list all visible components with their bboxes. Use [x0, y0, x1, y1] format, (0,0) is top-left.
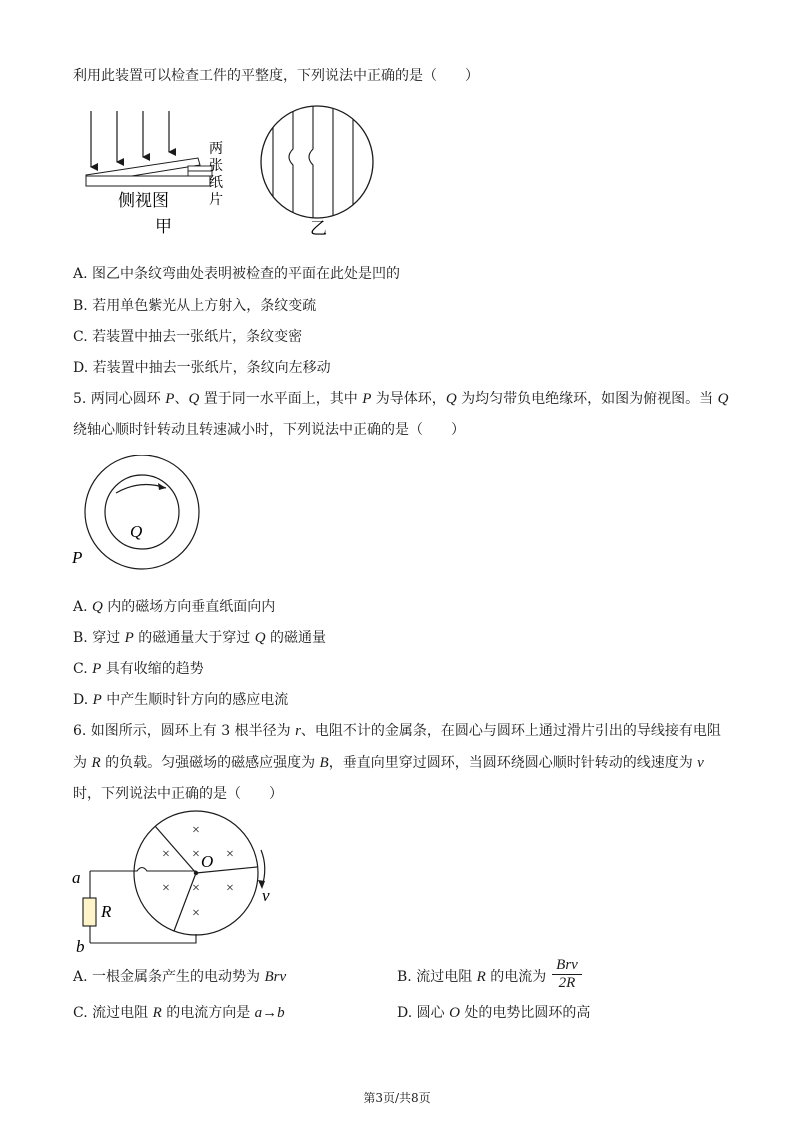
q6-stem-line1: 6. 如图所示，圆环上有 3 根半径为 r、电阻不计的金属条，在圆心与圆环上通过滑片引出的导线接有电阻 [73, 723, 721, 739]
field-cross: × [192, 906, 200, 921]
q4-stem: 利用此装置可以检查工件的平整度，下列说法中正确的是（ ） [73, 68, 479, 84]
field-cross: × [192, 881, 200, 896]
figure-rotating-ring-circuit [68, 810, 288, 955]
label-o: O [201, 852, 214, 871]
fig-yi-label: 乙 [310, 219, 327, 239]
svg-text:片: 片 [209, 193, 223, 208]
label-a: a [72, 868, 81, 887]
label-b: b [76, 937, 85, 955]
wire-bottom [90, 934, 196, 943]
fig-side-label: 侧视图 [118, 191, 169, 211]
q4-option-c: C. 若装置中抽去一张纸片，条纹变密 [73, 329, 303, 345]
page-footer: 第3页/共8页 [363, 1091, 431, 1105]
wire-top [90, 868, 196, 872]
q6-option-c: C. 流过电阻 R 的电流方向是 a→b [73, 1005, 285, 1021]
bottom-glass-plate [86, 176, 210, 186]
ring-p [85, 455, 199, 569]
q5-option-d: D. P 中产生顺时针方向的感应电流 [73, 692, 289, 708]
center-o-dot [194, 871, 198, 875]
q6-option-b-fraction [552, 957, 582, 992]
label-q: Q [130, 522, 143, 541]
field-cross: × [226, 881, 234, 896]
field-cross: × [192, 847, 200, 862]
q4-option-a: A. 图乙中条纹弯曲处表明被检查的平面在此处是凹的 [73, 266, 401, 282]
q4-option-b: B. 若用单色紫光从上方射入，条纹变疏 [73, 298, 317, 314]
q5-option-b: B. 穿过 P 的磁通量大于穿过 Q 的磁通量 [73, 630, 327, 646]
figure-concentric-rings [68, 455, 218, 575]
q6-stem-line2: 为 R 的负载。匀强磁场的磁感应强度为 B，垂直向里穿过圆环，当圆环绕圆心顺时针转动的线速度为 v [73, 755, 704, 771]
q5-stem-line1: 5. 两同心圆环 P、Q 置于同一水平面上，其中 P 为导体环，Q 为均匀带负电绝缘环，如图为俯视图。当 Q [73, 391, 729, 407]
fraction-numerator: Brv [552, 957, 582, 975]
field-cross: × [226, 847, 234, 862]
svg-text:张: 张 [209, 159, 223, 174]
q5-stem-line2: 绕轴心顺时针转动且转速减小时，下列说法中正确的是（ ） [73, 422, 465, 438]
field-cross: × [162, 847, 170, 862]
rotation-arrowhead [158, 483, 166, 490]
q5-option-a: A. Q 内的磁场方向垂直纸面向内 [73, 599, 276, 615]
svg-text:两: 两 [209, 142, 223, 157]
label-v: v [262, 886, 270, 905]
paper-label [207, 138, 227, 208]
resistor-r [83, 898, 96, 926]
q6-option-b: B. 流过电阻 R 的电流为 [397, 969, 547, 985]
q4-option-d: D. 若装置中抽去一张纸片，条纹向左移动 [73, 360, 331, 376]
fraction-denominator: 2R [558, 975, 576, 991]
svg-text:纸: 纸 [209, 176, 223, 191]
label-r: R [101, 902, 112, 921]
figure-yi-fringes [255, 102, 380, 242]
q6-option-d: D. 圆心 O 处的电势比圆环的高 [397, 1005, 591, 1021]
fig-jia-label: 甲 [155, 217, 172, 237]
field-cross: × [162, 881, 170, 896]
q6-option-a: A. 一根金属条产生的电动势为 Brv [73, 969, 287, 985]
q6-stem-line3: 时，下列说法中正确的是（ ） [73, 786, 283, 802]
fringe-circle [261, 106, 373, 218]
field-cross: × [192, 823, 200, 838]
q5-option-c: C. P 具有收缩的趋势 [73, 661, 204, 677]
label-p: P [72, 548, 83, 567]
